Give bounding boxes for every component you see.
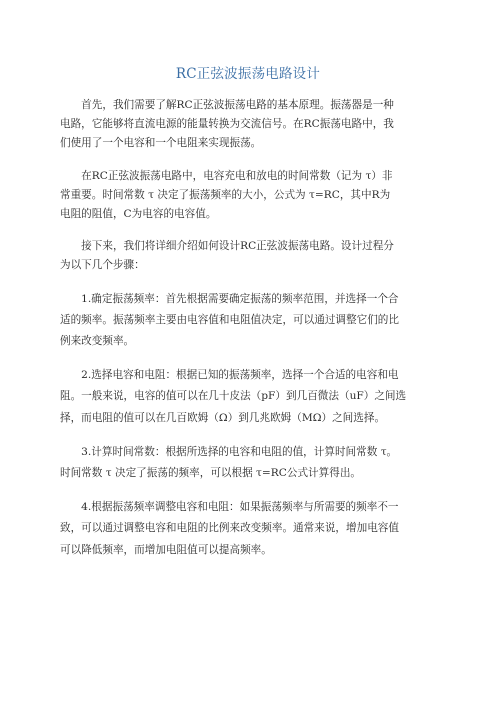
text-line: 可以降低频率，而增加电阻值可以提高频率。 <box>60 543 272 556</box>
text-line: 首先，我们需要了解RC正弦波振荡电路的基本原理。振荡器是一种 <box>60 99 394 111</box>
text-line: 为以下几个步骤： <box>60 259 145 272</box>
text-line: 3.计算时间常数：根据所选择的电容和电阻的值，计算时间常数 τ。 <box>60 445 398 458</box>
text-line: 择，而电阻的值可以在几百欧姆（Ω）到几兆欧姆（MΩ）之间选择。 <box>60 411 386 424</box>
paragraph-design-intro <box>60 237 448 275</box>
step-1-paragraph <box>60 289 448 353</box>
step-2-paragraph <box>60 365 448 429</box>
text-line: 在RC正弦波振荡电路中，电容充电和放电的时间常数（记为 τ）非 <box>60 169 393 182</box>
text-line: 接下来，我们将详细介绍如何设计RC正弦波振荡电路。设计过程分 <box>60 240 394 253</box>
paragraph-time-constant <box>60 167 448 225</box>
text-line: 们使用了一个电容和一个电阻来实现振荡。 <box>60 137 262 150</box>
text-line: 致，可以通过调整电容和电阻的比例来改变频率。通常来说，增加电容值 <box>60 522 399 535</box>
paragraph-principle <box>60 96 448 154</box>
step-3-paragraph <box>60 442 448 484</box>
text-line: 1.确定振荡频率：首先根据需要确定振荡的频率范围，并选择一个合 <box>60 292 399 305</box>
text-line: 例来改变频率。 <box>60 335 135 348</box>
step-4-paragraph <box>60 497 448 561</box>
text-line: 电阻的阻值，C为电容的电容值。 <box>60 208 217 221</box>
text-line: 常重要。时间常数 τ 决定了振荡频率的大小，公式为 τ=RC，其中R为 <box>60 188 391 201</box>
text-line: 适的频率。振荡频率主要由电容值和电阻值决定，可以通过调整它们的比 <box>60 313 399 326</box>
text-line: 4.根据振荡频率调整电容和电阻：如果振荡频率与所需要的频率不一 <box>60 501 399 514</box>
document-title: RC正弦波振荡电路设计 <box>175 66 321 82</box>
document-body <box>60 96 448 574</box>
text-line: 时间常数 τ 决定了振荡的频率，可以根据 τ=RC公式计算得出。 <box>60 467 362 480</box>
text-line: 阻。一般来说，电容的值可以在几十皮法（pF）到几百微法（uF）之间选 <box>60 390 407 403</box>
text-line: 2.选择电容和电阻：根据已知的振荡频率，选择一个合适的电容和电 <box>60 369 399 382</box>
text-line: 电路，它能够将直流电源的能量转换为交流信号。在RC振荡电路中，我 <box>60 118 394 131</box>
